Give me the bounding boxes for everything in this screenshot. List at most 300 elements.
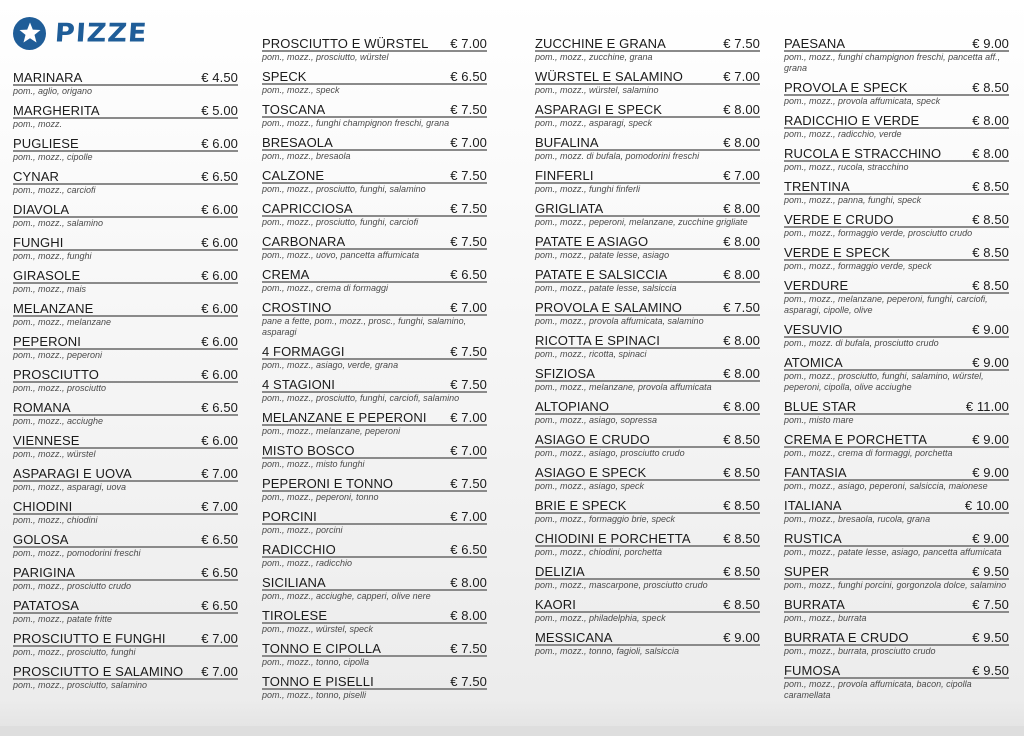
menu-item <box>262 444 487 470</box>
pizza-price: € 9.00 <box>723 630 760 645</box>
pizza-price: € 7.00 <box>201 499 238 514</box>
pizza-name: CARBONARA <box>262 234 346 249</box>
pizza-price: € 6.00 <box>201 268 238 283</box>
menu-item-header <box>535 169 760 184</box>
pizza-name: CAPRICCIOSA <box>262 201 353 216</box>
pizza-price: € 7.50 <box>723 300 760 315</box>
menu-item <box>535 202 760 228</box>
pizza-price: € 7.50 <box>450 201 487 216</box>
menu-item-header <box>784 466 1009 481</box>
menu-item-header <box>784 323 1009 338</box>
menu-item <box>262 169 487 195</box>
menu-item <box>262 510 487 536</box>
pizza-price: € 6.00 <box>201 334 238 349</box>
menu-item <box>13 599 238 625</box>
menu-item <box>262 675 487 701</box>
menu-item <box>262 477 487 503</box>
pizza-price: € 7.00 <box>450 443 487 458</box>
menu-item <box>535 499 760 525</box>
pizza-name: PUGLIESE <box>13 136 79 151</box>
pizza-ingredients: pom., mozz., prosciutto, würstel <box>262 52 389 62</box>
menu-item <box>535 169 760 195</box>
menu-item-header <box>535 70 760 85</box>
menu-item-header <box>262 543 487 558</box>
pizza-ingredients: pom., mozz., tonno, fagioli, salsiccia <box>535 646 680 656</box>
pizza-name: VERDE E SPECK <box>784 245 891 260</box>
pizza-ingredients: pom., mozz., chiodini, porchetta <box>535 547 663 557</box>
pizza-price: € 7.50 <box>972 597 1009 612</box>
pizza-price: € 8.50 <box>723 531 760 546</box>
menu-item <box>535 433 760 459</box>
pizza-price: € 8.00 <box>723 267 760 282</box>
pizza-name: PROSCIUTTO <box>13 367 99 382</box>
menu-item <box>13 71 238 97</box>
pizza-name: GOLOSA <box>13 532 69 547</box>
pizza-price: € 7.00 <box>450 410 487 425</box>
pizza-ingredients: pom., mozz., burrata, prosciutto crudo <box>784 646 936 656</box>
pizza-price: € 7.00 <box>201 664 238 679</box>
menu-item <box>262 70 487 96</box>
menu-item <box>535 235 760 261</box>
pizza-price: € 8.00 <box>723 102 760 117</box>
pizza-price: € 9.00 <box>972 531 1009 546</box>
menu-item-header <box>535 499 760 514</box>
pizza-price: € 9.00 <box>972 432 1009 447</box>
pizza-name: CREMA E PORCHETTA <box>784 432 928 447</box>
menu-item <box>262 268 487 294</box>
menu-item <box>13 302 238 328</box>
pizza-name: ASPARAGI E SPECK <box>535 102 663 117</box>
menu-item <box>784 664 1009 701</box>
menu-item-header <box>784 598 1009 613</box>
menu-item-header <box>13 302 238 317</box>
pizza-price: € 7.00 <box>450 135 487 150</box>
menu-item <box>784 400 1009 426</box>
pizza-ingredients: pom., mozz., formaggio verde, speck <box>784 261 932 271</box>
pizza-name: RADICCHIO E VERDE <box>784 113 920 128</box>
menu-item-header <box>784 532 1009 547</box>
pizza-ingredients: pom., mozz., panna, funghi, speck <box>784 195 922 205</box>
pizza-name: MARGHERITA <box>13 103 100 118</box>
pizza-ingredients: pom., mozz., asiago, speck <box>535 481 645 491</box>
pizza-price: € 8.50 <box>972 80 1009 95</box>
menu-item <box>784 147 1009 173</box>
menu-item-header <box>535 103 760 118</box>
menu-item-header <box>262 609 487 624</box>
pizza-price: € 6.50 <box>201 532 238 547</box>
pizza-price: € 7.00 <box>450 300 487 315</box>
pizza-price: € 8.00 <box>450 608 487 623</box>
menu-item-header <box>13 566 238 581</box>
menu-item <box>262 301 487 338</box>
menu-item-header <box>262 444 487 459</box>
pizza-ingredients: pom., mozz. <box>13 119 63 129</box>
pizza-ingredients: pom., mozz., prosciutto crudo <box>13 581 132 591</box>
pizza-ingredients: pom., mozz., prosciutto, funghi <box>13 647 136 657</box>
pizza-name: TONNO E CIPOLLA <box>262 641 382 656</box>
menu-column-2 <box>262 37 487 708</box>
pizza-price: € 7.50 <box>450 344 487 359</box>
menu-item-header <box>13 467 238 482</box>
pizza-ingredients: pom., mozz., porcini <box>262 525 343 535</box>
pizza-ingredients: pom., mozz., acciughe <box>13 416 104 426</box>
pizza-price: € 8.50 <box>723 432 760 447</box>
menu-item-header <box>535 598 760 613</box>
pizza-price: € 6.00 <box>201 136 238 151</box>
pizza-name: MISTO BOSCO <box>262 443 355 458</box>
pizza-price: € 8.50 <box>972 212 1009 227</box>
pizza-price: € 8.00 <box>723 135 760 150</box>
menu-item <box>13 269 238 295</box>
pizza-price: € 6.00 <box>201 433 238 448</box>
menu-item <box>262 136 487 162</box>
star-icon <box>13 17 46 50</box>
pizza-price: € 6.50 <box>201 565 238 580</box>
pizza-price: € 8.50 <box>723 498 760 513</box>
menu-item-header <box>784 114 1009 129</box>
pizza-name: VERDE E CRUDO <box>784 212 894 227</box>
pizza-price: € 10.00 <box>964 498 1009 513</box>
menu-item <box>784 598 1009 624</box>
pizza-name: MARINARA <box>13 70 83 85</box>
pizza-ingredients: pom., mozz., melanzane, provola affumicata <box>535 382 712 392</box>
menu-item <box>784 180 1009 206</box>
menu-item-header <box>262 103 487 118</box>
menu-item <box>784 279 1009 316</box>
pizza-ingredients: pom., mozz., melanzane, peperoni, funghi, carciofi, asparagi, cipolle, olive <box>784 294 988 315</box>
pizza-price: € 6.50 <box>201 598 238 613</box>
pizza-name: SFIZIOSA <box>535 366 596 381</box>
menu-item <box>13 236 238 262</box>
pizza-name: ZUCCHINE E GRANA <box>535 36 666 51</box>
pizza-name: CROSTINO <box>262 300 332 315</box>
pizza-ingredients: pom., mozz., würstel <box>13 449 96 459</box>
menu-item-header <box>784 356 1009 371</box>
menu-item <box>784 81 1009 107</box>
pizza-name: PROSCIUTTO E WÜRSTEL <box>262 36 429 51</box>
pizza-price: € 5.00 <box>201 103 238 118</box>
menu-item-header <box>262 37 487 52</box>
pizza-name: BURRATA E CRUDO <box>784 630 909 645</box>
menu-item-header <box>13 665 238 680</box>
pizza-name: SUPER <box>784 564 830 579</box>
pizza-name: DELIZIA <box>535 564 585 579</box>
menu-item-header <box>535 268 760 283</box>
pizza-name: TRENTINA <box>784 179 850 194</box>
pizza-price: € 8.00 <box>450 575 487 590</box>
pizza-ingredients: pom., aglio, origano <box>13 86 93 96</box>
pizza-price: € 9.00 <box>972 36 1009 51</box>
pizza-ingredients: pom., mozz., peperoni, melanzane, zucchine grigliate <box>535 217 748 227</box>
menu-item-header <box>262 202 487 217</box>
pizza-ingredients: pom., mozz. di bufala, prosciutto crudo <box>784 338 939 348</box>
menu-item-header <box>13 533 238 548</box>
pizza-price: € 6.00 <box>201 202 238 217</box>
pizza-price: € 7.50 <box>723 36 760 51</box>
pizza-price: € 7.50 <box>450 102 487 117</box>
pizza-price: € 7.00 <box>723 69 760 84</box>
menu-item-header <box>784 400 1009 415</box>
pizza-name: PORCINI <box>262 509 317 524</box>
pizza-name: RUSTICA <box>784 531 842 546</box>
menu-item-header <box>784 279 1009 294</box>
pizza-price: € 9.50 <box>972 630 1009 645</box>
pizza-name: 4 STAGIONI <box>262 377 335 392</box>
pizza-ingredients: pom., mozz., chiodini <box>13 515 98 525</box>
menu-item-header <box>262 268 487 283</box>
pizza-name: PARIGINA <box>13 565 75 580</box>
pizza-name: CHIODINI <box>13 499 73 514</box>
menu-item-header <box>262 675 487 690</box>
pizza-name: TOSCANA <box>262 102 326 117</box>
menu-item <box>784 466 1009 492</box>
menu-item-header <box>784 664 1009 679</box>
menu-item-header <box>262 345 487 360</box>
menu-item <box>13 665 238 691</box>
menu-item-header <box>784 81 1009 96</box>
menu-item-header <box>535 400 760 415</box>
pizza-price: € 8.00 <box>723 366 760 381</box>
menu-column-1 <box>13 71 238 698</box>
pizza-name: PAESANA <box>784 36 846 51</box>
menu-item <box>262 378 487 404</box>
pizza-name: ASIAGO E CRUDO <box>535 432 650 447</box>
menu-item <box>262 609 487 635</box>
menu-item <box>13 434 238 460</box>
menu-item-header <box>535 202 760 217</box>
pizza-name: DIAVOLA <box>13 202 70 217</box>
pizza-price: € 7.00 <box>723 168 760 183</box>
pizza-price: € 7.50 <box>450 641 487 656</box>
pizza-name: PROVOLA E SPECK <box>784 80 908 95</box>
menu-item-header <box>784 246 1009 261</box>
pizza-ingredients: pom., mozz., asiago, sopressa <box>535 415 658 425</box>
pizza-price: € 8.00 <box>723 333 760 348</box>
menu-item-header <box>262 378 487 393</box>
pizza-price: € 9.00 <box>972 322 1009 337</box>
pizza-ingredients: pom., mozz., prosciutto, funghi, salamino, würstel, peperoni, cipolla, olive acciughe <box>784 371 984 392</box>
menu-item <box>13 467 238 493</box>
pizza-name: BRESAOLA <box>262 135 333 150</box>
pizza-ingredients: pom., mozz., acciughe, capperi, olive nere <box>262 591 431 601</box>
menu-item <box>784 37 1009 74</box>
menu-item <box>13 335 238 361</box>
menu-item <box>13 170 238 196</box>
pizza-name: ROMANA <box>13 400 71 415</box>
menu-item-header <box>262 136 487 151</box>
menu-item-header <box>535 433 760 448</box>
menu-item-header <box>262 169 487 184</box>
pizza-ingredients: pom., mozz., peperoni, tonno <box>262 492 379 502</box>
pizza-ingredients: pom., mozz., mais <box>13 284 87 294</box>
pizza-name: PATATE E SALSICCIA <box>535 267 668 282</box>
menu-item-header <box>784 37 1009 52</box>
pizza-ingredients: pom., mozz., tonno, cipolla <box>262 657 370 667</box>
pizza-price: € 7.00 <box>450 509 487 524</box>
pizza-price: € 6.00 <box>201 235 238 250</box>
pizza-ingredients: pom., mozz., provola affumicata, speck <box>784 96 941 106</box>
pizza-ingredients: pom., mozz., misto funghi <box>262 459 365 469</box>
pizza-price: € 6.50 <box>201 400 238 415</box>
pizza-ingredients: pom., mozz., patate lesse, salsiccia <box>535 283 677 293</box>
pizza-price: € 7.50 <box>450 168 487 183</box>
pizza-ingredients: pom., mozz., rucola, stracchino <box>784 162 909 172</box>
menu-item <box>784 246 1009 272</box>
menu-item <box>13 500 238 526</box>
pizza-ingredients: pom., mozz., uovo, pancetta affumicata <box>262 250 420 260</box>
pizza-ingredients: pom., mozz., asiago, peperoni, salsiccia, maionese <box>784 481 988 491</box>
menu-item-header <box>13 236 238 251</box>
pizza-name: TONNO E PISELLI <box>262 674 374 689</box>
menu-item-header <box>13 599 238 614</box>
menu-item <box>262 411 487 437</box>
pizza-ingredients: pom., mozz., radicchio <box>262 558 353 568</box>
menu-item <box>13 203 238 229</box>
pizza-price: € 11.00 <box>965 399 1009 414</box>
pizza-ingredients: pom., mozz., melanzane, peperoni <box>262 426 401 436</box>
menu-item <box>13 632 238 658</box>
menu-item <box>784 114 1009 140</box>
pizza-name: ATOMICA <box>784 355 843 370</box>
pizza-name: PEPERONI E TONNO <box>262 476 394 491</box>
menu-item-header <box>262 510 487 525</box>
menu-item <box>535 37 760 63</box>
pizza-name: PROSCIUTTO E FUNGHI <box>13 631 166 646</box>
pizza-ingredients: pom., mozz. di bufala, pomodorini freschi <box>535 151 700 161</box>
menu-item-header <box>535 532 760 547</box>
pizza-name: ASPARAGI E UOVA <box>13 466 132 481</box>
pizza-ingredients: pom., mozz., radicchio, verde <box>784 129 902 139</box>
pizza-name: BUFALINA <box>535 135 599 150</box>
menu-item <box>535 598 760 624</box>
pizza-price: € 9.00 <box>972 355 1009 370</box>
menu-item-header <box>535 466 760 481</box>
pizza-price: € 6.50 <box>450 69 487 84</box>
pizza-name: SICILIANA <box>262 575 326 590</box>
pizza-price: € 8.50 <box>723 597 760 612</box>
pizza-name: BRIE E SPECK <box>535 498 627 513</box>
menu-item-header <box>784 565 1009 580</box>
menu-item-header <box>13 203 238 218</box>
pizza-ingredients: pom., mozz., ricotta, spinaci <box>535 349 647 359</box>
pizza-ingredients: pom., mozz., prosciutto, funghi, carciofi, salamino <box>262 393 460 403</box>
menu-item <box>784 323 1009 349</box>
pizza-ingredients: pom., mozz., prosciutto <box>13 383 107 393</box>
menu-item-header <box>784 499 1009 514</box>
menu-item-header <box>13 632 238 647</box>
pizza-price: € 7.00 <box>450 36 487 51</box>
menu-item <box>535 334 760 360</box>
pizza-price: € 8.00 <box>972 146 1009 161</box>
pizza-ingredients: pom., mozz., formaggio verde, prosciutto crudo <box>784 228 973 238</box>
pizza-price: € 7.00 <box>201 466 238 481</box>
menu-item <box>535 565 760 591</box>
menu-column-3 <box>535 37 760 664</box>
pizza-ingredients: pom., mozz., burrata <box>784 613 867 623</box>
menu-item-header <box>535 565 760 580</box>
menu-item-header <box>784 631 1009 646</box>
pizza-ingredients: pom., mozz., formaggio brie, speck <box>535 514 676 524</box>
pizza-price: € 7.50 <box>450 476 487 491</box>
pizza-ingredients: pom., mozz., prosciutto, funghi, salamino <box>262 184 426 194</box>
pizza-name: FUNGHI <box>13 235 64 250</box>
pizza-price: € 6.00 <box>201 367 238 382</box>
pizza-ingredients: pom., mozz., funghi finferli <box>535 184 641 194</box>
menu-column-4 <box>784 37 1009 708</box>
menu-item-header <box>13 401 238 416</box>
pizza-name: GIRASOLE <box>13 268 81 283</box>
menu-item <box>262 103 487 129</box>
menu-item <box>784 499 1009 525</box>
menu-item-header <box>262 477 487 492</box>
pizza-ingredients: pom., mozz., prosciutto, salamino <box>13 680 148 690</box>
menu-item-header <box>535 631 760 646</box>
menu-item-header <box>535 235 760 250</box>
pizza-ingredients: pom., mozz., speck <box>262 85 340 95</box>
pizza-name: RICOTTA E SPINACI <box>535 333 660 348</box>
pizza-ingredients: pom., mozz., funghi porcini, gorgonzola dolce, salamino <box>784 580 1007 590</box>
menu-item-header <box>13 335 238 350</box>
pizza-price: € 8.50 <box>972 179 1009 194</box>
menu-item <box>535 70 760 96</box>
pizza-name: PEPERONI <box>13 334 81 349</box>
menu-item-header <box>784 433 1009 448</box>
pizza-ingredients: pom., mozz., philadelphia, speck <box>535 613 666 623</box>
menu-item-header <box>13 104 238 119</box>
menu-item-header <box>13 368 238 383</box>
pizza-price: € 6.00 <box>201 301 238 316</box>
pizza-price: € 9.00 <box>972 465 1009 480</box>
pizza-ingredients: pom., mozz., funghi champignon freschi, grana <box>262 118 450 128</box>
pizza-name: VIENNESE <box>13 433 80 448</box>
menu-item-header <box>262 70 487 85</box>
pizza-name: PATATE E ASIAGO <box>535 234 649 249</box>
menu-item-header <box>784 147 1009 162</box>
pizza-price: € 7.50 <box>450 234 487 249</box>
pizza-name: SPECK <box>262 69 307 84</box>
menu-item <box>535 136 760 162</box>
pizza-price: € 8.00 <box>723 399 760 414</box>
menu-item <box>784 356 1009 393</box>
pizza-ingredients: pom., mozz., crema di formaggi, porchetta <box>784 448 953 458</box>
menu-item-header <box>535 367 760 382</box>
menu-item <box>784 532 1009 558</box>
menu-item <box>13 401 238 427</box>
pizza-ingredients: pom., mozz., patate fritte <box>13 614 113 624</box>
pizza-ingredients: pom., mozz., asparagi, speck <box>535 118 653 128</box>
pizza-ingredients: pom., mozz., tonno, piselli <box>262 690 367 700</box>
menu-item-header <box>13 500 238 515</box>
menu-item <box>535 532 760 558</box>
menu-item <box>13 137 238 163</box>
pizza-ingredients: pom., mozz., peperoni <box>13 350 103 360</box>
pizza-price: € 7.50 <box>450 674 487 689</box>
menu-item-header <box>262 576 487 591</box>
menu-item-header <box>262 642 487 657</box>
pizza-name: FUMOSA <box>784 663 841 678</box>
pizza-name: WÜRSTEL E SALAMINO <box>535 69 683 84</box>
pizza-name: FANTASIA <box>784 465 847 480</box>
menu-item <box>13 368 238 394</box>
pizza-ingredients: pom., misto mare <box>784 415 854 425</box>
menu-item-header <box>13 137 238 152</box>
pizza-name: TIROLESE <box>262 608 328 623</box>
menu-item <box>262 37 487 63</box>
pizza-ingredients: pom., mozz., zucchine, grana <box>535 52 653 62</box>
menu-item <box>784 213 1009 239</box>
menu-item <box>262 345 487 371</box>
pizza-name: GRIGLIATA <box>535 201 604 216</box>
